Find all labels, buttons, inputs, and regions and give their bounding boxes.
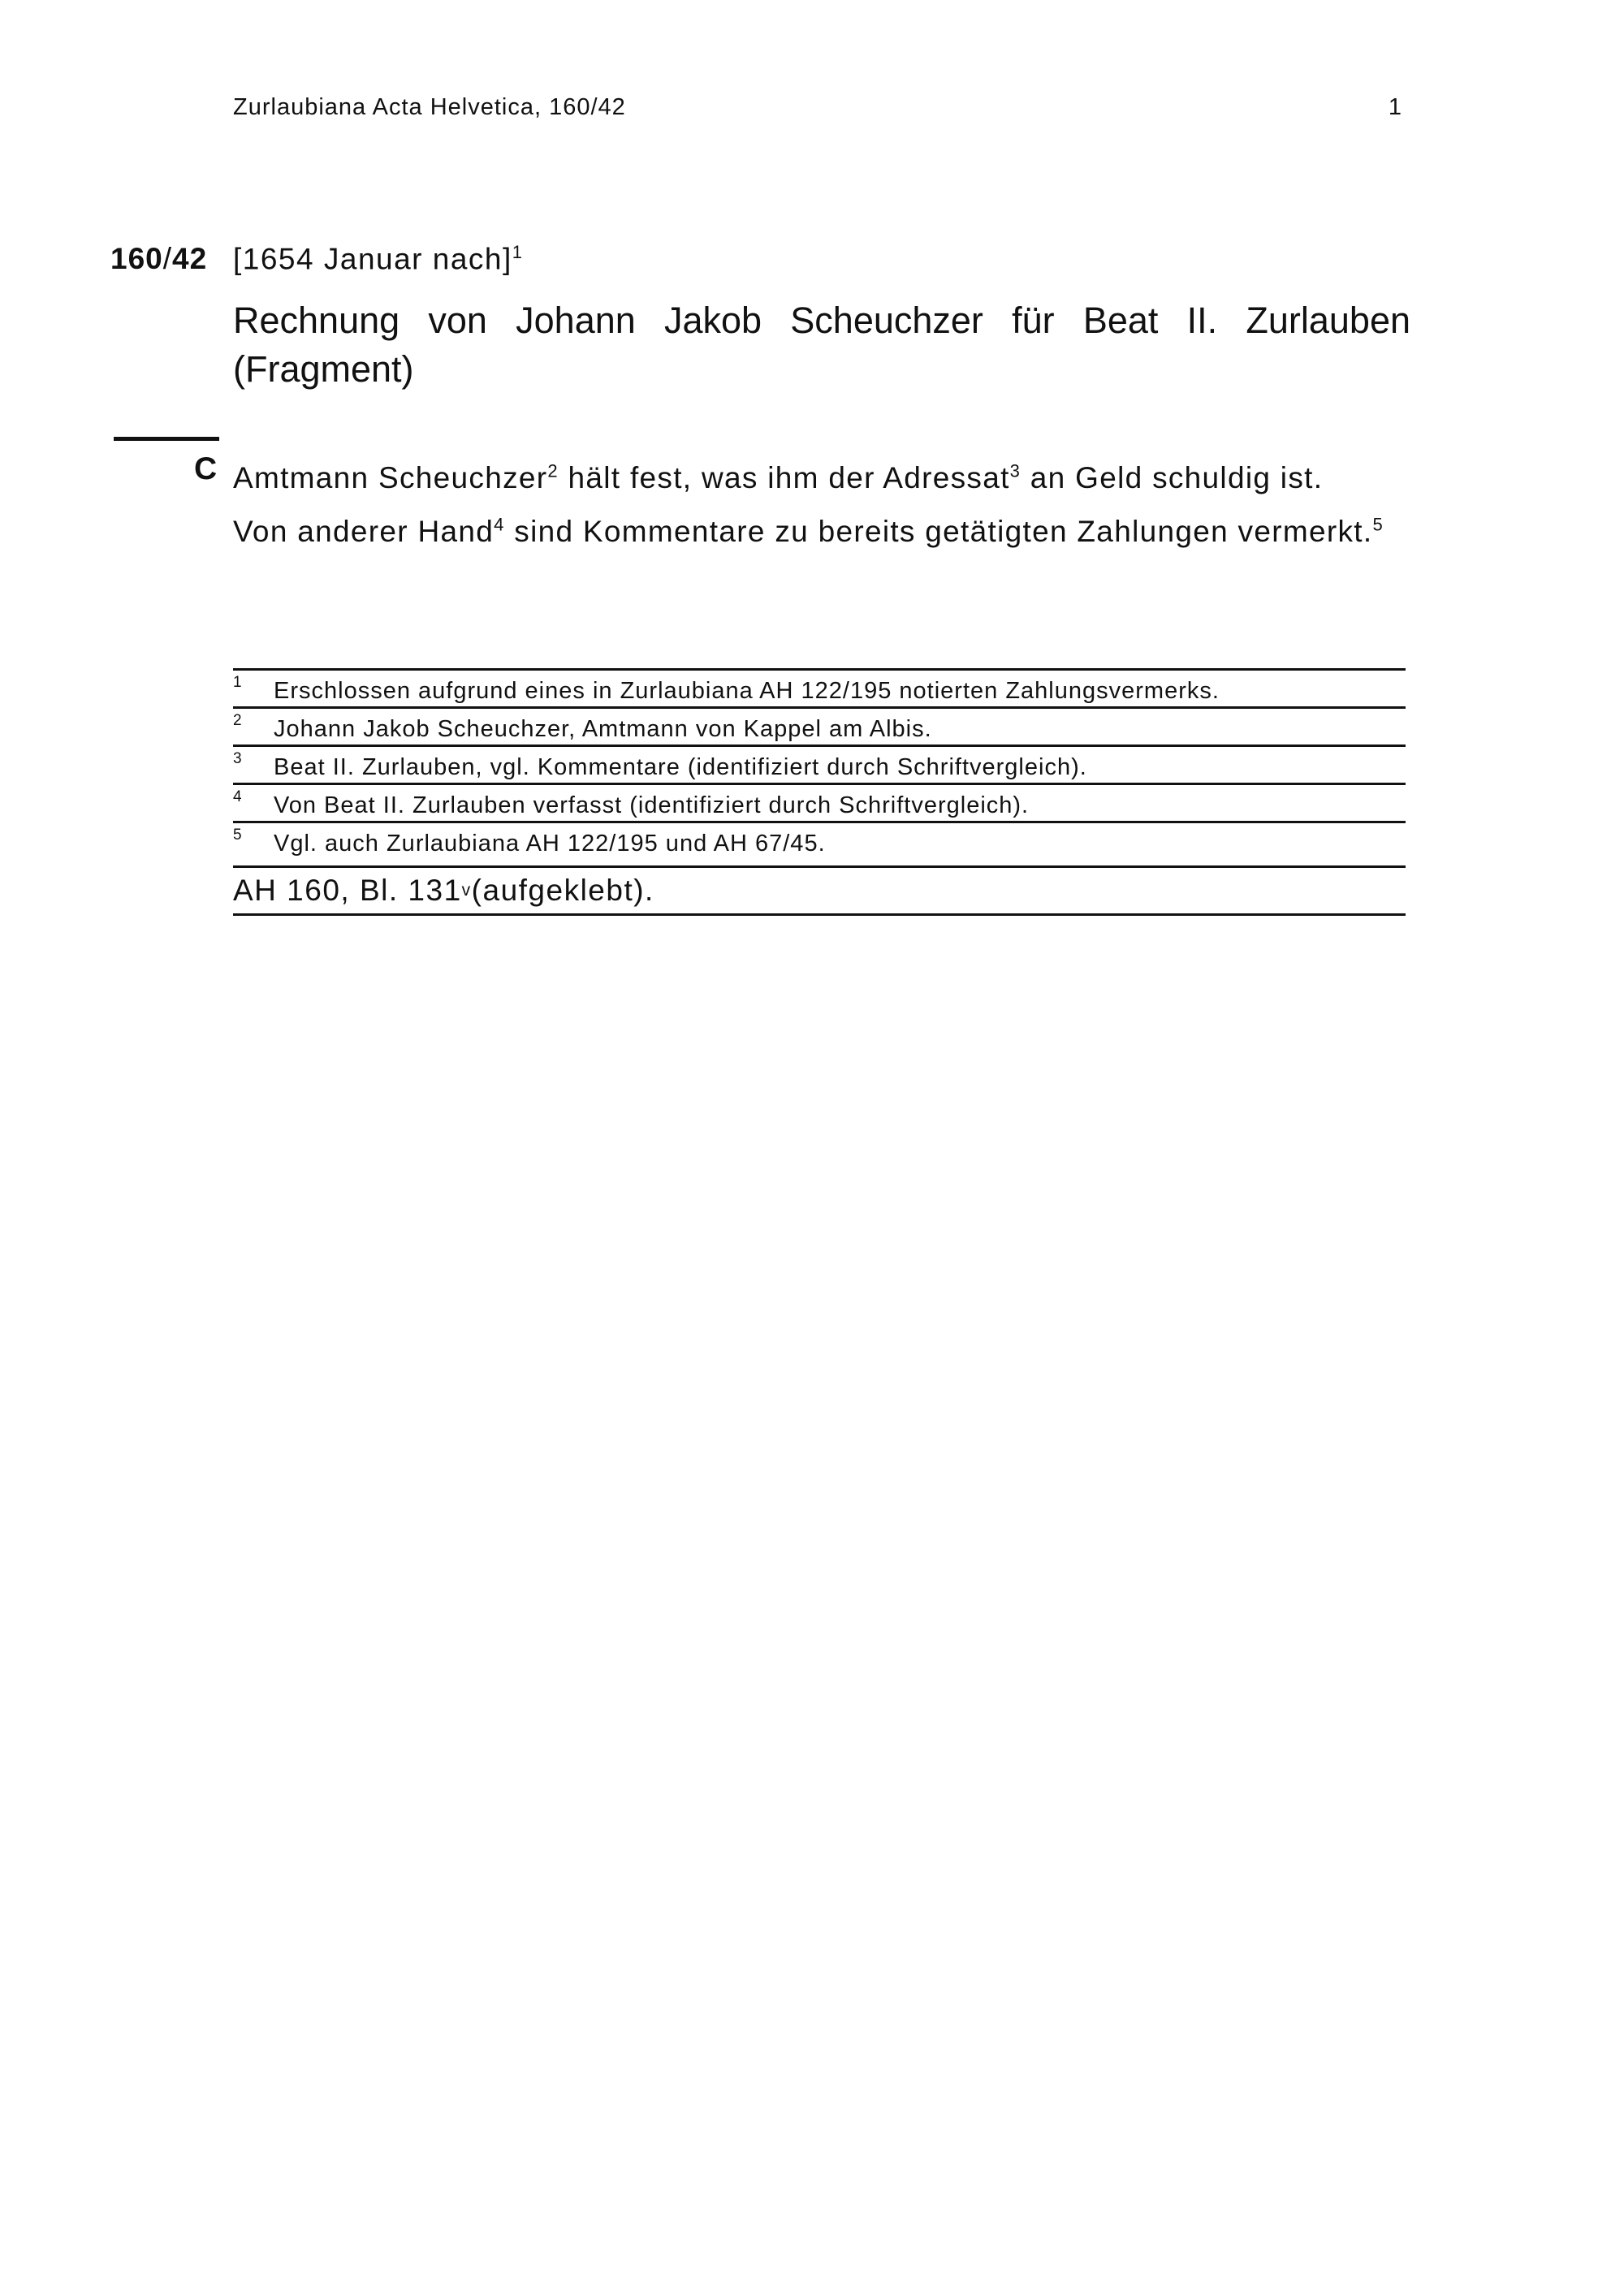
section-letter: C	[194, 451, 218, 486]
footnote-text: Johann Jakob Scheuchzer, Amtmann von Kappel am Albis.	[274, 716, 932, 742]
footnote-ref-5[interactable]: 5	[1372, 514, 1384, 535]
document-item: 42	[172, 242, 208, 275]
page-number: 1	[1388, 94, 1402, 120]
footnote-text: Beat II. Zurlauben, vgl. Kommentare (identifiziert durch Schriftvergleich).	[274, 754, 1087, 780]
document-number	[110, 242, 207, 276]
summary-line-1	[233, 451, 1435, 505]
footnote-item	[233, 668, 1406, 706]
running-title: Zurlaubiana Acta Helvetica, 160/42	[233, 94, 626, 120]
footnote-item	[233, 783, 1406, 821]
footnote-mark: 3	[233, 750, 243, 767]
footnote-item	[233, 706, 1406, 744]
running-header	[233, 94, 1402, 121]
footnote-ref-1[interactable]: 1	[512, 242, 524, 262]
section-divider	[114, 437, 219, 441]
summary-text: Amtmann Scheuchzer	[233, 461, 548, 494]
document-summary	[233, 451, 1435, 559]
footnote-mark: 5	[233, 826, 243, 844]
footnote-mark: 1	[233, 674, 243, 691]
summary-line-2	[233, 505, 1435, 559]
document-date-text: [1654 Januar nach]	[233, 242, 512, 276]
summary-text: an Geld schuldig ist.	[1021, 461, 1324, 494]
footnote-ref-4[interactable]: 4	[494, 514, 505, 535]
source-text: (aufgeklebt).	[471, 874, 654, 907]
source-reference: AH 160, Bl. 131 v (aufgeklebt).	[233, 865, 1406, 916]
summary-text: sind Kommentare zu bereits getätigten Zahlungen vermerkt.	[504, 515, 1373, 548]
footnote-text: Von Beat II. Zurlauben verfasst (identifiziert durch Schriftvergleich).	[274, 792, 1030, 818]
footnote-ref-3[interactable]: 3	[1009, 460, 1021, 481]
document-number-slash: /	[162, 242, 173, 275]
footnote-mark: 4	[233, 788, 243, 805]
footnotes	[233, 668, 1406, 916]
document-title: Rechnung von Johann Jakob Scheuchzer für Beat II. Zurlauben (Fragment)	[233, 300, 1410, 390]
footnote-text: Erschlossen aufgrund eines in Zurlaubiana AH 122/195 notierten Zahlungsvermerks.	[274, 678, 1220, 704]
source-text: AH 160, Bl. 131	[233, 874, 462, 907]
summary-text: Von anderer Hand	[233, 515, 495, 548]
summary-text: hält fest, was ihm der Adressat	[558, 461, 1010, 494]
footnote-ref-2[interactable]: 2	[547, 460, 559, 481]
document-volume: 160	[110, 242, 163, 275]
document-date	[233, 242, 524, 276]
footnote-text: Vgl. auch Zurlaubiana AH 122/195 und AH 67/45.	[274, 831, 826, 857]
footnote-mark: 2	[233, 712, 243, 729]
footnote-item	[233, 744, 1406, 783]
footnote-item	[233, 821, 1406, 859]
